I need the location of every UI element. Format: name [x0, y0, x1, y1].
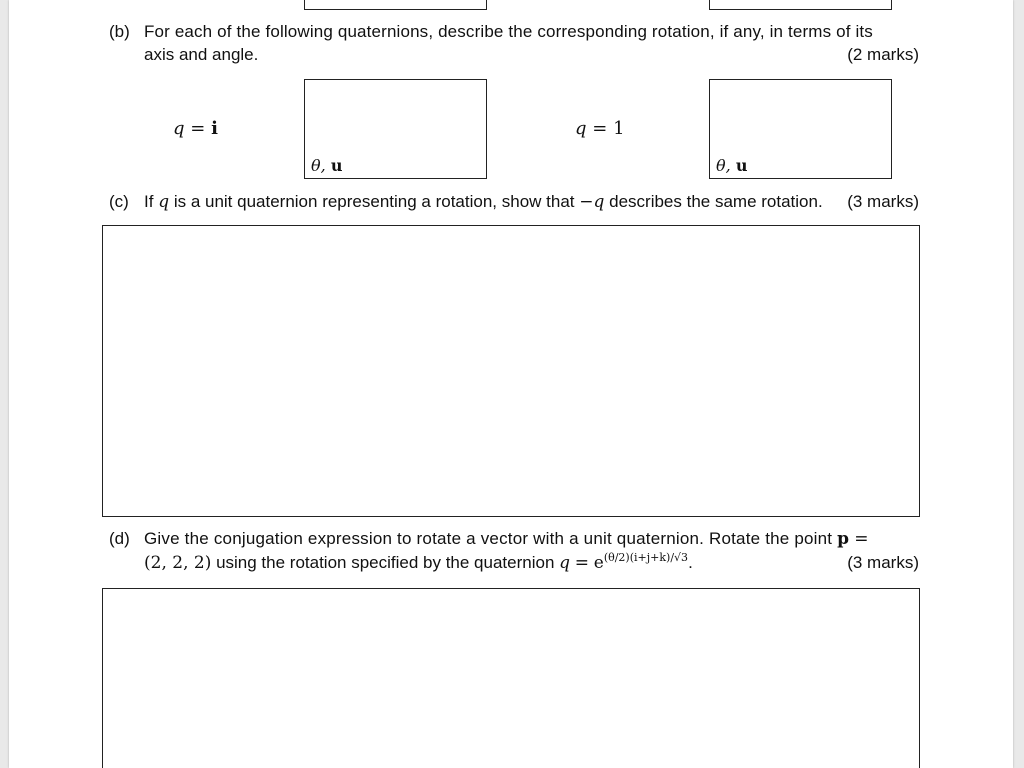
answer-box-part-d[interactable]	[102, 588, 920, 768]
answer-box-q-1[interactable]	[709, 79, 892, 179]
quaternion-exponent: (θ/2)(i+j+k)/√3	[603, 551, 689, 564]
theta-u-caption: θ, u	[311, 156, 343, 175]
part-b-marks: (2 marks)	[847, 45, 919, 64]
part-d-question-line2: (2, 2, 2) using the rotation specified by the quaternion $q = e^{(\theta/2)(i+j+k)/√3}$.	[144, 551, 693, 573]
part-b-label: (b)	[109, 22, 130, 41]
part-c-label: (c)	[109, 192, 129, 211]
q-equals-1-expression: q = 1	[575, 118, 625, 139]
part-b-question-line2: axis and angle.	[144, 45, 259, 64]
theta-u-caption: θ, u	[716, 156, 748, 175]
part-d-question-line1: Give the conjugation expression to rotate a vector with a unit quaternion. Rotate the point p =	[144, 529, 869, 549]
prev-answer-box-right[interactable]	[709, 0, 892, 10]
part-d-marks: (3 marks)	[847, 553, 919, 572]
part-d-label: (d)	[109, 529, 130, 548]
answer-box-q-i[interactable]	[304, 79, 487, 179]
answer-box-part-c[interactable]	[102, 225, 920, 517]
q-equals-i-expression: q = i	[173, 118, 218, 139]
part-b-question-line1: For each of the following quaternions, describe the corresponding rotation, if any, in terms of its	[144, 22, 873, 41]
part-c-marks: (3 marks)	[847, 192, 919, 211]
exam-page	[9, 0, 1013, 768]
part-c-question: If q is a unit quaternion representing a rotation, show that −q describes the same rotation.	[144, 192, 823, 212]
prev-answer-box-left[interactable]	[304, 0, 487, 10]
